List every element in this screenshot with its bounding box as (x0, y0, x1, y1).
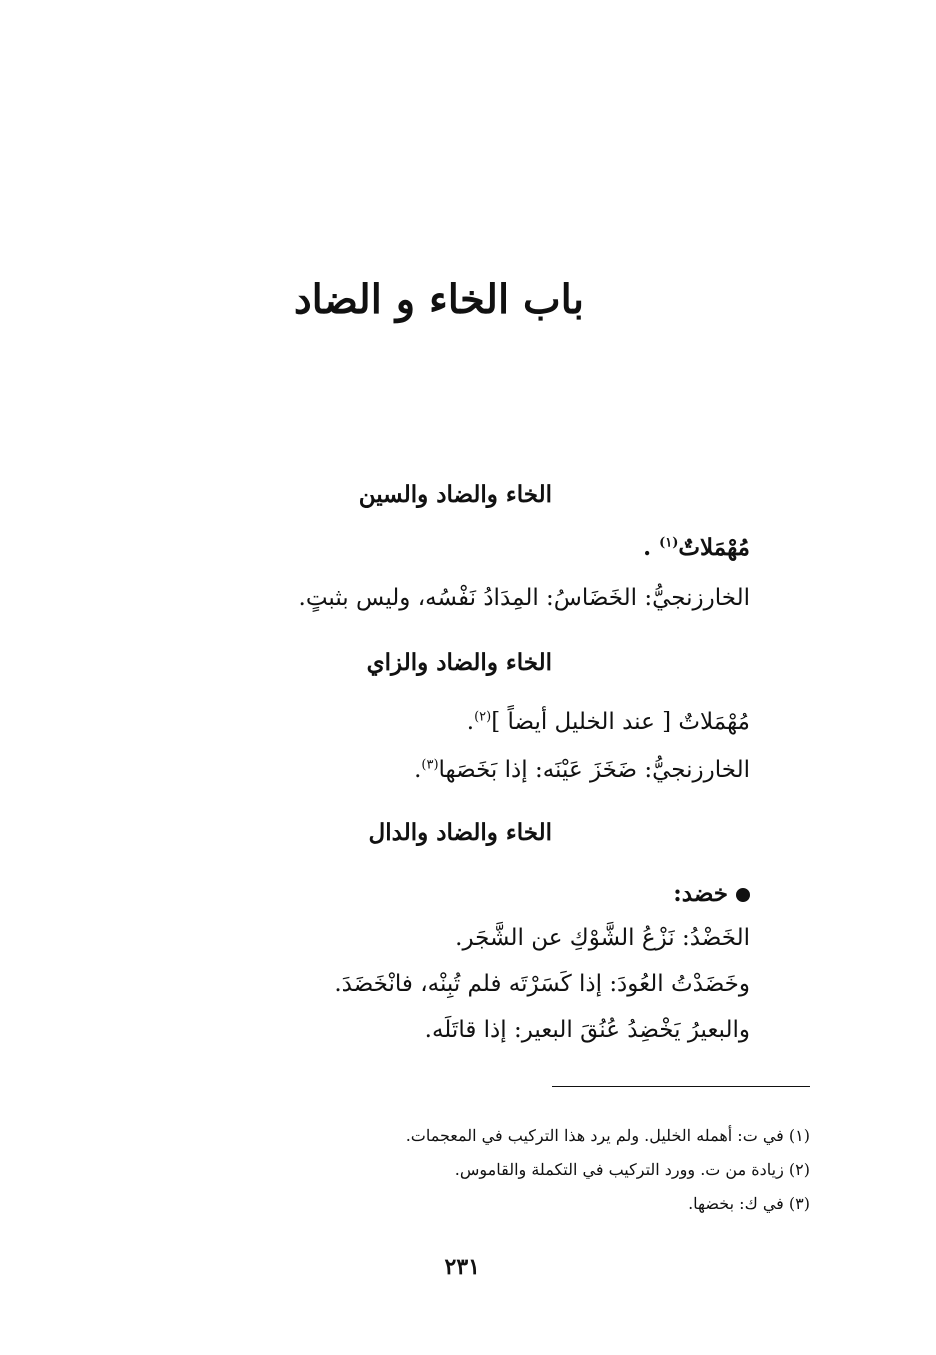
line-text: مُهْمَلاتٌ [ عند الخليل أيضاً ] (491, 709, 750, 735)
body-line (414, 752, 750, 788)
body-line (643, 530, 750, 566)
footnote-ref-2[interactable]: (٢) (474, 709, 492, 725)
entry-head (673, 876, 750, 912)
body-line: والبعيرُ يَخْضِدُ عُنُقَ البعير: إذا قاتَلَه. (424, 1017, 750, 1043)
line-tail: . (466, 709, 475, 735)
bullet-icon (736, 888, 750, 902)
footnote-2: (٢) زيادة من ت. وورد التركيب في التكملة والقاموس. (454, 1160, 810, 1179)
body-line: الخَضْدُ: نَزْعُ الشَّوْكِ عن الشَّجَر. (455, 925, 750, 951)
footnote-3: (٣) في ك: بخضها. (688, 1194, 810, 1213)
line-text: الخارزنجيُّ: ضَخَزَ عَيْنَه: إذا بَخَصَها (438, 757, 750, 783)
page-number: ٢٣١ (444, 1254, 480, 1280)
footnote-ref-3[interactable]: (٣) (421, 757, 439, 773)
line-tail: . (414, 757, 422, 783)
line-text: مُهْمَلاتٌ (678, 534, 750, 561)
section-heading-kh-d-d: الخاء والضاد والدال (368, 819, 552, 846)
footnote-divider (552, 1086, 810, 1087)
footnote-1: (١) في ت: أهمله الخليل. ولم يرد هذا التركيب في المعجمات. (405, 1126, 810, 1145)
footnote-ref-1[interactable]: (١) (659, 535, 679, 551)
section-heading-kh-d-s: الخاء والضاد والسين (358, 481, 552, 508)
body-line: الخارزنجيُّ: الخَضَاسُ: المِدَادُ نَفْسُه، وليس بثبتٍ. (298, 585, 750, 611)
chapter-title: باب الخاء و الضاد (293, 276, 584, 323)
entry-root: خضد: (673, 880, 728, 907)
body-line (467, 704, 750, 740)
section-heading-kh-d-z: الخاء والضاد والزاي (366, 649, 552, 676)
line-tail: . (643, 534, 660, 561)
body-line: وخَضَدْتُ العُودَ: إذا كَسَرْتَه فلم تُبِنْه، فانْخَضَدَ. (334, 971, 750, 997)
